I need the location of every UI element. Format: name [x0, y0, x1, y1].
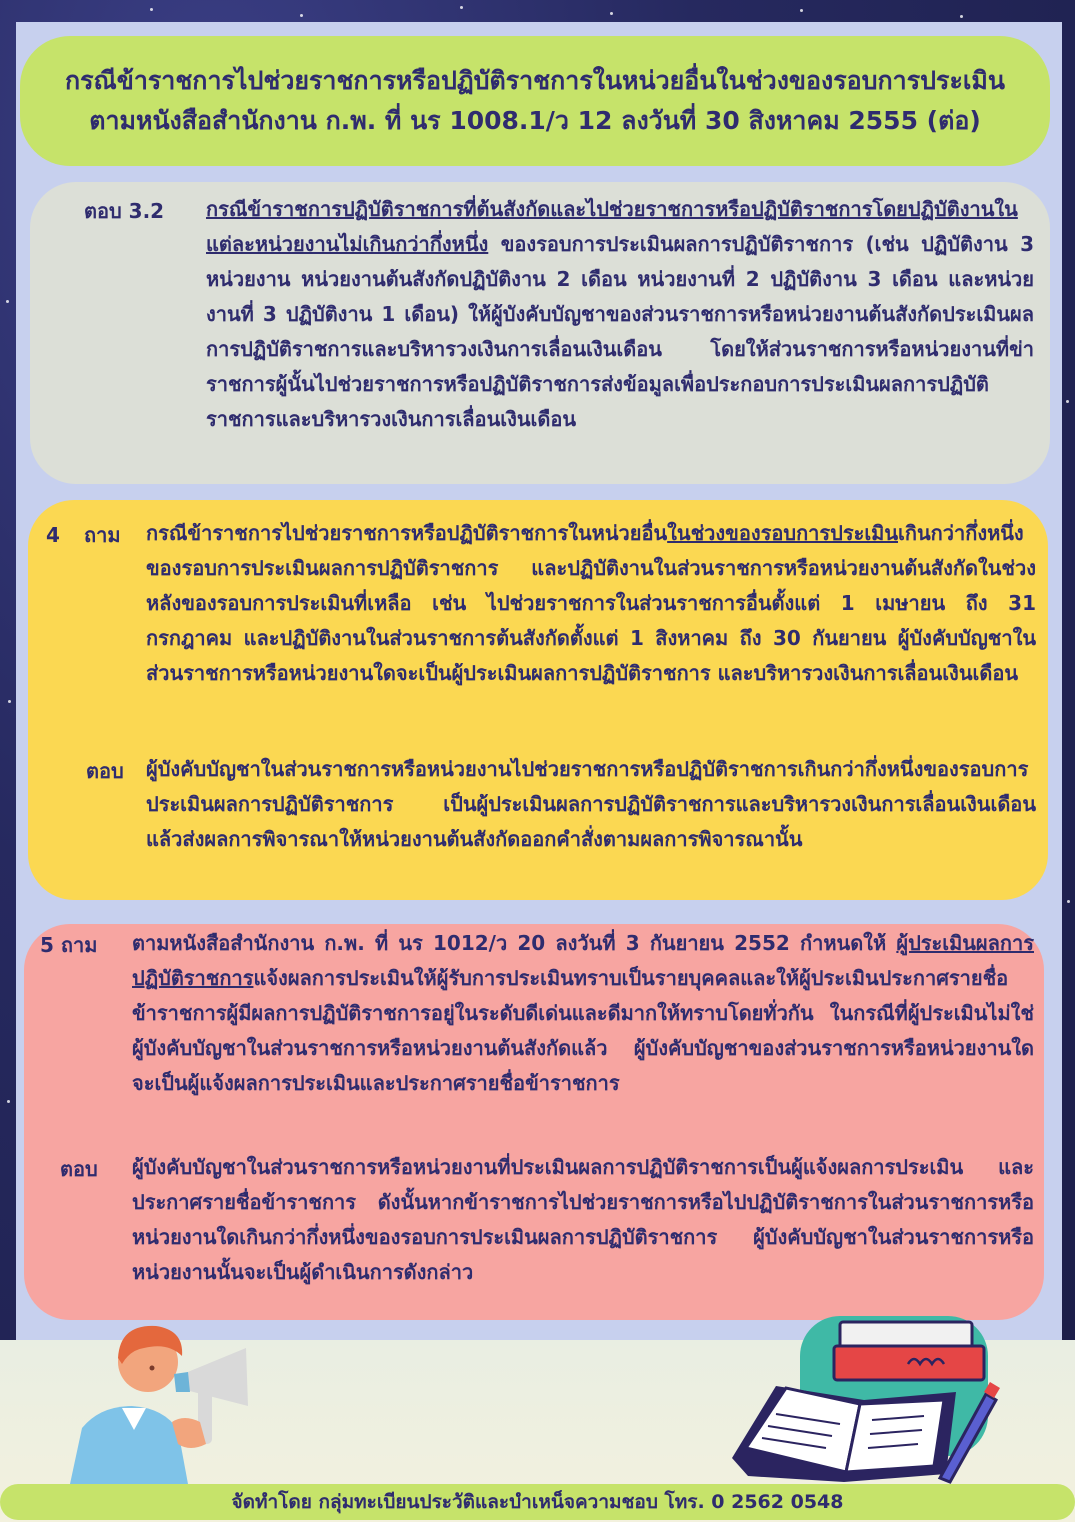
question-5-text-b: แจ้งผลการประเมินให้ผู้รับการประเมินทราบเป็นรายบุคคลและให้ผู้ประเมินประกาศรายชื่อข้าราชการผู้มีผลการปฏิบัติราชการอยู่ในระดับดีเด่นและดีมากให้ทราบโดยทั่วกัน ในกรณีที่ผู้ประเมินไม่ใช่ผู้บังคับบัญชาในส่วนราชการหรือหน่วยงานต้นสังกัดแล้ว ผู้บังคับบัญชาของส่วนราชการหรือหน่วยงานใดจะเป็นผู้แจ้งผลการประเมินและประกาศรายชื่อข้าราชการ [132, 966, 1034, 1095]
answer-5-paragraph: ผู้บังคับบัญชาในส่วนราชการหรือหน่วยงานที่ประเมินผลการปฏิบัติราชการเป็นผู้แจ้งผลการประเมิน และประกาศรายชื่อข้าราชการ ดังนั้นหากข้าราชการไปช่วยราชการหรือไปปฏิบัติราชการในส่วนราชการหรือหน่วยงานใดเกินกว่ากึ่งหนึ่งของรอบการประเมินผลการปฏิบัติราชการ ผู้บังคับบัญชาในส่วนราชการหรือหน่วยงานนั้นจะเป็นผู้ดำเนินการดังกล่าว [132, 1155, 1034, 1284]
books-icon [728, 1308, 1000, 1484]
question-5-underlined: ผู้ประเมินผลการปฏิบัติราชการ [132, 931, 1034, 990]
question-5-box [24, 924, 1044, 1320]
question-4-number: 4 [46, 523, 60, 547]
megaphone-person-icon [60, 1318, 270, 1484]
question-4-underlined: ในช่วงของรอบการประเมิน [667, 521, 899, 545]
title-line-1: กรณีข้าราชการไปช่วยราชการหรือปฏิบัติราชการในหน่วยอื่นในช่วงของรอบการประเมิน [64, 66, 1005, 95]
answer-3-2-box [30, 182, 1050, 484]
answer-4-text [146, 752, 1036, 857]
question-4-text-b: เกินกว่ากึ่งหนึ่งของรอบการประเมินผลการปฏิบัติราชการ และปฏิบัติงานในส่วนราชการหรือหน่วยงานต้นสังกัดในช่วงหลังของรอบการประเมินที่เหลือ เช่น ไปช่วยราชการในส่วนราชการอื่นตั้งแต่ 1 เมษายน ถึง 31 กรกฎาคม และปฏิบัติงานในส่วนราชการต้นสังกัดตั้งแต่ 1 สิงหาคม ถึง 30 กันยายน ผู้บังคับบัญชาในส่วนราชการหรือหน่วยงานใดจะเป็นผู้ประเมินผลการปฏิบัติราชการ และบริหารวงเงินการเลื่อนเงินเดือน [146, 521, 1036, 685]
answer-3-2-underlined: กรณีข้าราชการปฏิบัติราชการที่ต้นสังกัดและไปช่วยราชการหรือปฏิบัติราชการโดยปฏิบัติงานในแต่ละหน่วยงานไม่เกินกว่ากึ่งหนึ่ง [206, 197, 1018, 256]
answer-4-label: ตอบ [86, 759, 124, 783]
question-4-text-a: กรณีข้าราชการไปช่วยราชการหรือปฏิบัติราชการในหน่วยอื่น [146, 521, 668, 545]
answer-3-2-label: ตอบ 3.2 [84, 199, 165, 223]
question-4-text [146, 516, 1036, 691]
title-line-2: ตามหนังสือสำนักงาน ก.พ. ที่ นร 1008.1/ว 12 ลงวันที่ 30 สิงหาคม 2555 (ต่อ) [89, 106, 981, 135]
answer-5-text [132, 1150, 1034, 1290]
title-banner [20, 36, 1050, 166]
question-5-text-a: ตามหนังสือสำนักงาน ก.พ. ที่ นร 1012/ว 20 ลงวันที่ 3 กันยายน 2552 กำหนดให้ [132, 931, 887, 955]
answer-3-2-text [206, 192, 1034, 437]
answer-3-2-rest: ของรอบการประเมินผลการปฏิบัติราชการ (เช่น ปฏิบัติงาน 3 หน่วยงาน หน่วยงานต้นสังกัดปฏิบัติงาน 2 เดือน หน่วยงานที่ 2 ปฏิบัติงาน 3 เดือน และหน่วยงานที่ 3 ปฏิบัติงาน 1 เดือน) ให้ผู้บังคับบัญชาของส่วนราชการหรือหน่วยงานต้นสังกัดประเมินผลการปฏิบัติราชการและบริหารวงเงินการเลื่อนเงินเดือน โดยให้ส่วนราชการหรือหน่วยงานที่ข่าราชการผู้นั้นไปช่วยราชการหรือปฏิบัติราชการส่งข้อมูลเพื่อประกอบการประเมินผลการปฏิบัติราชการและบริหารวงเงินการเลื่อนเงินเดือน [206, 232, 1034, 431]
question-5-label: 5 ถาม [40, 933, 98, 957]
question-5-text [132, 926, 1034, 1101]
answer-4-paragraph: ผู้บังคับบัญชาในส่วนราชการหรือหน่วยงานไปช่วยราชการหรือปฏิบัติราชการเกินกว่ากึ่งหนึ่งของรอบการประเมินผลการปฏิบัติราชการ เป็นผู้ประเมินผลการปฏิบัติราชการและบริหารวงเงินการเลื่อนเงินเดือน แล้วส่งผลการพิจารณาให้หน่วยงานต้นสังกัดออกคำสั่งตามผลการพิจารณานั้น [146, 757, 1036, 851]
question-4-label: ถาม [84, 523, 121, 547]
footer-credit: จัดทำโดย กลุ่มทะเบียนประวัติและบำเหน็จความชอบ โทร. 0 2562 0548 [0, 1484, 1075, 1520]
answer-5-label: ตอบ [60, 1157, 98, 1181]
question-4-box [28, 500, 1048, 900]
